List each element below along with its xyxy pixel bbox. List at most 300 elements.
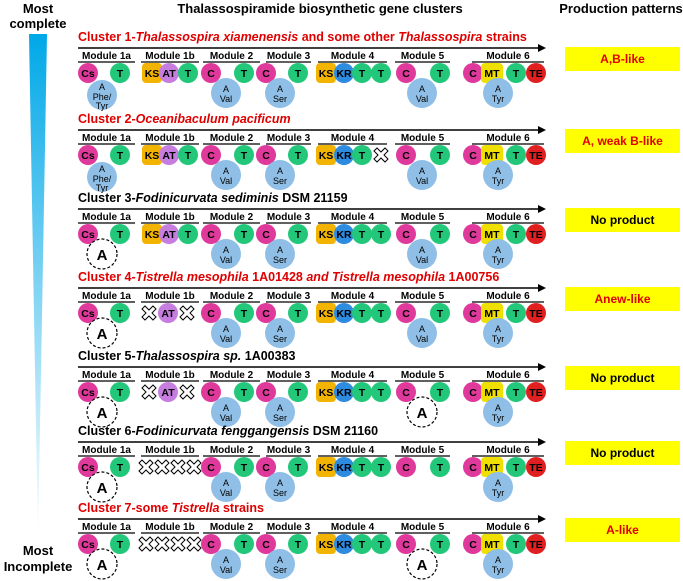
module-label-2: Module 1b bbox=[145, 51, 195, 62]
cluster-title bbox=[78, 349, 296, 363]
missing-domain-icon bbox=[187, 537, 201, 551]
a-domain-2-label: A bbox=[222, 403, 230, 413]
mt-domain-label: MT bbox=[484, 387, 500, 399]
a-domain-1a-label: A bbox=[96, 480, 108, 497]
module-label-6: Module 5 bbox=[400, 133, 445, 144]
gene-arrow-head bbox=[538, 515, 546, 523]
at-domain-label: AT bbox=[161, 387, 175, 399]
cluster-row-2 bbox=[78, 112, 680, 193]
production-label: A-like bbox=[606, 523, 639, 537]
module-label-1: Module 1a bbox=[82, 212, 131, 223]
kr-domain-label: KR bbox=[336, 68, 352, 80]
a-domain-5-sub: Val bbox=[415, 94, 429, 104]
missing-t-icon bbox=[180, 385, 194, 399]
a-domain-6-sub: Tyr bbox=[491, 334, 505, 344]
a-domain-3-label: A bbox=[276, 324, 284, 334]
cluster-title bbox=[78, 424, 378, 438]
c-domain-6-label: C bbox=[469, 229, 477, 241]
module-label-7: Module 6 bbox=[486, 291, 530, 302]
most-complete-label-2: complete bbox=[9, 16, 67, 31]
module-label-6: Module 5 bbox=[400, 522, 445, 533]
a-domain-3-label: A bbox=[276, 403, 284, 413]
t-domain-3-label: T bbox=[294, 68, 302, 80]
cluster-title-part: Tistrella bbox=[171, 501, 220, 515]
module-label-4: Module 3 bbox=[266, 212, 311, 223]
cluster-row-6 bbox=[78, 424, 680, 502]
te-domain-label: TE bbox=[529, 308, 543, 320]
c-domain-3-label: C bbox=[262, 462, 270, 474]
a-domain-3-label: A bbox=[276, 245, 284, 255]
module-label-6: Module 5 bbox=[400, 51, 445, 62]
cluster-rows bbox=[78, 30, 680, 579]
t-domain-5-label: T bbox=[436, 387, 444, 399]
c-domain-2-label: C bbox=[207, 539, 215, 551]
at-domain-label: AT bbox=[162, 150, 176, 162]
cs-domain-label: Cs bbox=[81, 462, 95, 474]
gene-arrow-head bbox=[538, 126, 546, 134]
a-domain-6-sub: Tyr bbox=[491, 176, 505, 186]
c-domain-5-label: C bbox=[402, 387, 410, 399]
cluster-title-part: DSM 21160 bbox=[309, 424, 379, 438]
mt-domain-label: MT bbox=[484, 68, 500, 80]
cluster-title bbox=[78, 30, 527, 44]
module-label-3: Module 2 bbox=[209, 370, 254, 381]
missing-domain-icon bbox=[171, 537, 185, 551]
ks-domain-4-label: KS bbox=[318, 387, 334, 399]
module-label-3: Module 2 bbox=[209, 212, 254, 223]
kr-domain-label: KR bbox=[336, 229, 352, 241]
gene-arrow-head bbox=[538, 284, 546, 292]
a-domain-1a-label: A bbox=[98, 82, 106, 92]
cluster-title-part: Thalassospira bbox=[398, 30, 483, 44]
t-domain-3-label: T bbox=[294, 387, 302, 399]
c-domain-5-label: C bbox=[402, 68, 410, 80]
t-domain-6-label: T bbox=[512, 539, 520, 551]
a-domain-5-sub: Val bbox=[415, 255, 429, 265]
t-domain-4a-label: T bbox=[358, 150, 366, 162]
t-domain-3-label: T bbox=[294, 539, 302, 551]
cs-domain-label: Cs bbox=[81, 387, 95, 399]
module-label-1: Module 1a bbox=[82, 370, 131, 381]
t-domain-4a-label: T bbox=[358, 462, 366, 474]
a-domain-1a-sub1: Phe/ bbox=[92, 174, 112, 184]
a-domain-2-sub: Val bbox=[219, 255, 233, 265]
a-domain-6-label: A bbox=[494, 478, 502, 488]
te-domain-label: TE bbox=[529, 229, 543, 241]
ks-domain-4-label: KS bbox=[318, 150, 334, 162]
c-domain-3-label: C bbox=[262, 539, 270, 551]
ks-domain-4-label: KS bbox=[318, 462, 334, 474]
module-label-7: Module 6 bbox=[486, 445, 530, 456]
t-domain-label: T bbox=[116, 308, 124, 320]
t-domain-6-label: T bbox=[512, 462, 520, 474]
a-domain-2-label: A bbox=[222, 555, 230, 565]
missing-t-icon bbox=[180, 306, 194, 320]
kr-domain-label: KR bbox=[336, 462, 352, 474]
a-domain-2-label: A bbox=[222, 324, 230, 334]
a-domain-1a-label: A bbox=[98, 164, 106, 174]
c-domain-2-label: C bbox=[207, 229, 215, 241]
c-domain-5-label: C bbox=[402, 308, 410, 320]
module-label-5: Module 4 bbox=[330, 212, 375, 223]
t-domain-4a-label: T bbox=[358, 539, 366, 551]
c-domain-2-label: C bbox=[207, 68, 215, 80]
cluster-title-part: Cluster 4- bbox=[78, 270, 136, 284]
t-domain-1b-label: T bbox=[184, 150, 192, 162]
a-domain-3-label: A bbox=[276, 478, 284, 488]
c-domain-2-label: C bbox=[207, 462, 215, 474]
module-label-2: Module 1b bbox=[145, 212, 195, 223]
cs-domain-label: Cs bbox=[81, 68, 95, 80]
production-label: No product bbox=[590, 446, 655, 460]
t-domain-label: T bbox=[116, 229, 124, 241]
cs-domain-label: Cs bbox=[81, 229, 95, 241]
gene-arrow-head bbox=[538, 44, 546, 52]
production-label: A, weak B-like bbox=[582, 134, 663, 148]
cluster-title-part: Fodinicurvata fenggangensis bbox=[135, 424, 310, 438]
a-domain-1a-label: A bbox=[96, 326, 108, 343]
t-domain-label: T bbox=[116, 387, 124, 399]
cluster-title bbox=[78, 191, 348, 205]
a-domain-1a-sub2: Tyr bbox=[95, 101, 109, 111]
t-domain-6-label: T bbox=[512, 308, 520, 320]
cs-domain-label: Cs bbox=[81, 150, 95, 162]
t-domain-label: T bbox=[116, 150, 124, 162]
module-label-3: Module 2 bbox=[209, 291, 254, 302]
module-label-7: Module 6 bbox=[486, 212, 530, 223]
module-label-6: Module 5 bbox=[400, 370, 445, 381]
a-domain-1a-sub2: Tyr bbox=[95, 183, 109, 193]
t-domain-5-label: T bbox=[436, 150, 444, 162]
te-domain-label: TE bbox=[529, 387, 543, 399]
a-domain-3-sub: Ser bbox=[272, 334, 288, 344]
mt-domain-label: MT bbox=[484, 150, 500, 162]
t-domain-2-label: T bbox=[240, 462, 248, 474]
t-domain-6-label: T bbox=[512, 68, 520, 80]
t-domain-1b-label: T bbox=[184, 68, 192, 80]
missing-domain-icon bbox=[139, 537, 153, 551]
most-incomplete-label-2: Incomplete bbox=[3, 559, 73, 574]
t-domain-2-label: T bbox=[240, 308, 248, 320]
c-domain-3-label: C bbox=[262, 229, 270, 241]
module-label-3: Module 2 bbox=[209, 133, 254, 144]
most-incomplete-label-1: Most bbox=[22, 543, 54, 558]
mt-domain-label: MT bbox=[484, 462, 500, 474]
t-domain-6-label: T bbox=[512, 387, 520, 399]
t-domain-5-label: T bbox=[436, 68, 444, 80]
a-domain-2-label: A bbox=[222, 84, 230, 94]
a-domain-2-sub: Val bbox=[219, 94, 233, 104]
t-domain-2-label: T bbox=[240, 539, 248, 551]
module-label-1: Module 1a bbox=[82, 522, 131, 533]
completeness-gradient-wedge bbox=[29, 34, 47, 540]
a-domain-3-label: A bbox=[276, 166, 284, 176]
module-label-4: Module 3 bbox=[266, 133, 311, 144]
a-domain-3-label: A bbox=[276, 84, 284, 94]
mt-domain-label: MT bbox=[484, 308, 500, 320]
module-label-7: Module 6 bbox=[486, 51, 530, 62]
c-domain-5-label: C bbox=[402, 150, 410, 162]
ks-domain-4-label: KS bbox=[318, 539, 334, 551]
missing-ks-icon bbox=[142, 306, 156, 320]
c-domain-5-label: C bbox=[402, 462, 410, 474]
missing-t-icon bbox=[374, 148, 388, 162]
cluster-title-part: Oceanibaculum pacificum bbox=[135, 112, 291, 126]
a-domain-5-label: A bbox=[416, 405, 428, 422]
t-domain-2-label: T bbox=[240, 68, 248, 80]
module-label-4: Module 3 bbox=[266, 522, 311, 533]
c-domain-6-label: C bbox=[469, 308, 477, 320]
cluster-title bbox=[78, 112, 291, 126]
t-domain-5-label: T bbox=[436, 308, 444, 320]
c-domain-2-label: C bbox=[207, 150, 215, 162]
module-label-2: Module 1b bbox=[145, 445, 195, 456]
cluster-title-part: Cluster 1- bbox=[78, 30, 136, 44]
missing-domain-icon bbox=[155, 460, 169, 474]
t-domain-2-label: T bbox=[240, 387, 248, 399]
c-domain-3-label: C bbox=[262, 150, 270, 162]
cluster-title-part: 1A00756 bbox=[445, 270, 500, 284]
module-label-7: Module 6 bbox=[486, 370, 530, 381]
te-domain-label: TE bbox=[529, 150, 543, 162]
module-label-3: Module 2 bbox=[209, 522, 254, 533]
cluster-title-part: strains bbox=[219, 501, 264, 515]
at-domain-label: AT bbox=[162, 68, 176, 80]
cluster-title-part: Cluster 6- bbox=[78, 424, 136, 438]
t-domain-6-label: T bbox=[512, 150, 520, 162]
a-domain-6-label: A bbox=[494, 403, 502, 413]
t-domain-4a-label: T bbox=[358, 229, 366, 241]
t-domain-4a-label: T bbox=[358, 308, 366, 320]
at-domain-label: AT bbox=[162, 229, 176, 241]
module-label-2: Module 1b bbox=[145, 370, 195, 381]
cluster-title-part: Cluster 7-some bbox=[78, 501, 172, 515]
module-label-6: Module 5 bbox=[400, 445, 445, 456]
cluster-row-7 bbox=[78, 501, 680, 579]
a-domain-3-sub: Ser bbox=[272, 94, 288, 104]
ks-domain-1b-label: KS bbox=[144, 68, 160, 80]
t-domain-4b-label: T bbox=[377, 462, 385, 474]
t-domain-5-label: T bbox=[436, 462, 444, 474]
gene-arrow-head bbox=[538, 363, 546, 371]
a-domain-5-sub: Val bbox=[415, 334, 429, 344]
t-domain-1b-label: T bbox=[184, 229, 192, 241]
module-label-2: Module 1b bbox=[145, 291, 195, 302]
mt-domain-label: MT bbox=[484, 539, 500, 551]
a-domain-6-label: A bbox=[494, 166, 502, 176]
production-label: Anew-like bbox=[594, 292, 651, 306]
c-domain-6-label: C bbox=[469, 68, 477, 80]
cluster-row-1 bbox=[78, 30, 680, 111]
module-label-5: Module 4 bbox=[330, 522, 375, 533]
te-domain-label: TE bbox=[529, 462, 543, 474]
t-domain-label: T bbox=[116, 462, 124, 474]
a-domain-6-label: A bbox=[494, 555, 502, 565]
ks-domain-4-label: KS bbox=[318, 229, 334, 241]
cluster-title-part: and some other bbox=[298, 30, 399, 44]
t-domain-3-label: T bbox=[294, 462, 302, 474]
a-domain-5-sub: Val bbox=[415, 176, 429, 186]
cluster-title-part: Cluster 3- bbox=[78, 191, 136, 205]
a-domain-3-sub: Ser bbox=[272, 488, 288, 498]
production-label: No product bbox=[590, 371, 655, 385]
t-domain-5-label: T bbox=[436, 539, 444, 551]
cs-domain-label: Cs bbox=[81, 308, 95, 320]
c-domain-2-label: C bbox=[207, 387, 215, 399]
most-complete-label-1: Most bbox=[22, 1, 54, 16]
a-domain-6-sub: Tyr bbox=[491, 565, 505, 575]
module-label-1: Module 1a bbox=[82, 133, 131, 144]
a-domain-6-sub: Tyr bbox=[491, 488, 505, 498]
cluster-title-part: and Tistrella mesophila bbox=[306, 270, 446, 284]
c-domain-6-label: C bbox=[469, 539, 477, 551]
c-domain-6-label: C bbox=[469, 150, 477, 162]
a-domain-1a-sub1: Phe/ bbox=[92, 92, 112, 102]
a-domain-1a-label: A bbox=[96, 557, 108, 574]
a-domain-2-label: A bbox=[222, 478, 230, 488]
a-domain-3-sub: Ser bbox=[272, 255, 288, 265]
ks-domain-4-label: KS bbox=[318, 68, 334, 80]
cluster-title-part: Cluster 5- bbox=[78, 349, 136, 363]
module-label-4: Module 3 bbox=[266, 370, 311, 381]
t-domain-4b-label: T bbox=[377, 387, 385, 399]
cluster-row-3 bbox=[78, 191, 680, 269]
cluster-title-part: Fodinicurvata sediminis bbox=[135, 191, 279, 205]
kr-domain-label: KR bbox=[336, 308, 352, 320]
a-domain-3-sub: Ser bbox=[272, 565, 288, 575]
missing-domain-icon bbox=[171, 460, 185, 474]
a-domain-6-label: A bbox=[494, 245, 502, 255]
c-domain-3-label: C bbox=[262, 387, 270, 399]
t-domain-4a-label: T bbox=[358, 68, 366, 80]
t-domain-3-label: T bbox=[294, 150, 302, 162]
a-domain-5-label: A bbox=[418, 166, 426, 176]
a-domain-1a-label: A bbox=[96, 405, 108, 422]
cluster-title-part: Thalassospira xiamenensis bbox=[135, 30, 299, 44]
t-domain-6-label: T bbox=[512, 229, 520, 241]
missing-domain-icon bbox=[187, 460, 201, 474]
cs-domain-label: Cs bbox=[81, 539, 95, 551]
t-domain-2-label: T bbox=[240, 229, 248, 241]
module-label-3: Module 2 bbox=[209, 445, 254, 456]
t-domain-5-label: T bbox=[436, 229, 444, 241]
t-domain-3-label: T bbox=[294, 229, 302, 241]
module-label-4: Module 3 bbox=[266, 51, 311, 62]
module-label-3: Module 2 bbox=[209, 51, 254, 62]
cluster-row-4 bbox=[78, 270, 680, 348]
cluster-title-part: Tistrella mesophila bbox=[135, 270, 249, 284]
a-domain-5-label: A bbox=[418, 84, 426, 94]
a-domain-6-label: A bbox=[494, 324, 502, 334]
module-label-6: Module 5 bbox=[400, 291, 445, 302]
cluster-title-part: 1A00383 bbox=[241, 349, 296, 363]
module-label-6: Module 5 bbox=[400, 212, 445, 223]
production-label: No product bbox=[590, 213, 655, 227]
cluster-title bbox=[78, 501, 264, 515]
cluster-title-part: 1A01428 bbox=[248, 270, 307, 284]
cluster-title-part: strains bbox=[482, 30, 527, 44]
gene-arrow-head bbox=[538, 438, 546, 446]
kr-domain-label: KR bbox=[336, 539, 352, 551]
a-domain-2-sub: Val bbox=[219, 488, 233, 498]
a-domain-5-label: A bbox=[418, 245, 426, 255]
te-domain-label: TE bbox=[529, 68, 543, 80]
a-domain-2-sub: Val bbox=[219, 334, 233, 344]
cluster-title bbox=[78, 270, 499, 284]
module-label-5: Module 4 bbox=[330, 51, 375, 62]
c-domain-2-label: C bbox=[207, 308, 215, 320]
mt-domain-label: MT bbox=[484, 229, 500, 241]
a-domain-3-sub: Ser bbox=[272, 176, 288, 186]
cluster-title-part: DSM 21159 bbox=[278, 191, 348, 205]
c-domain-6-label: C bbox=[469, 387, 477, 399]
missing-ks-icon bbox=[142, 385, 156, 399]
ks-domain-4-label: KS bbox=[318, 308, 334, 320]
ks-domain-1b-label: KS bbox=[144, 229, 160, 241]
kr-domain-label: KR bbox=[336, 387, 352, 399]
module-label-7: Module 6 bbox=[486, 133, 530, 144]
at-domain-label: AT bbox=[161, 308, 175, 320]
c-domain-3-label: C bbox=[262, 68, 270, 80]
t-domain-4b-label: T bbox=[377, 539, 385, 551]
t-domain-label: T bbox=[116, 68, 124, 80]
module-label-7: Module 6 bbox=[486, 522, 530, 533]
a-domain-6-sub: Tyr bbox=[491, 413, 505, 423]
module-label-5: Module 4 bbox=[330, 291, 375, 302]
t-domain-4b-label: T bbox=[377, 229, 385, 241]
cluster-title-part: Thalassospira sp. bbox=[135, 349, 242, 363]
te-domain-label: TE bbox=[529, 539, 543, 551]
cluster-row-5 bbox=[78, 349, 680, 427]
a-domain-2-label: A bbox=[222, 245, 230, 255]
a-domain-2-sub: Val bbox=[219, 565, 233, 575]
module-label-5: Module 4 bbox=[330, 133, 375, 144]
a-domain-6-label: A bbox=[494, 84, 502, 94]
module-label-5: Module 4 bbox=[330, 370, 375, 381]
c-domain-5-label: C bbox=[402, 539, 410, 551]
module-label-2: Module 1b bbox=[145, 522, 195, 533]
t-domain-4b-label: T bbox=[377, 308, 385, 320]
a-domain-2-sub: Val bbox=[219, 413, 233, 423]
production-label: A,B-like bbox=[600, 52, 645, 66]
a-domain-1a-label: A bbox=[96, 247, 108, 264]
module-label-1: Module 1a bbox=[82, 51, 131, 62]
a-domain-2-sub: Val bbox=[219, 176, 233, 186]
module-label-1: Module 1a bbox=[82, 445, 131, 456]
module-label-4: Module 3 bbox=[266, 291, 311, 302]
t-domain-label: T bbox=[116, 539, 124, 551]
production-patterns-title: Production patterns bbox=[559, 1, 683, 16]
module-label-2: Module 1b bbox=[145, 133, 195, 144]
kr-domain-label: KR bbox=[336, 150, 352, 162]
cluster-title-part: Cluster 2- bbox=[78, 112, 136, 126]
t-domain-4b-label: T bbox=[377, 68, 385, 80]
a-domain-3-label: A bbox=[276, 555, 284, 565]
a-domain-5-label: A bbox=[416, 557, 428, 574]
c-domain-6-label: C bbox=[469, 462, 477, 474]
a-domain-6-sub: Tyr bbox=[491, 94, 505, 104]
t-domain-4a-label: T bbox=[358, 387, 366, 399]
t-domain-3-label: T bbox=[294, 308, 302, 320]
diagram-title: Thalassospiramide biosynthetic gene clusters bbox=[177, 1, 463, 16]
missing-domain-icon bbox=[139, 460, 153, 474]
missing-domain-icon bbox=[155, 537, 169, 551]
module-label-1: Module 1a bbox=[82, 291, 131, 302]
a-domain-5-label: A bbox=[418, 324, 426, 334]
ks-domain-1b-label: KS bbox=[144, 150, 160, 162]
module-label-5: Module 4 bbox=[330, 445, 375, 456]
gene-arrow-head bbox=[538, 205, 546, 213]
